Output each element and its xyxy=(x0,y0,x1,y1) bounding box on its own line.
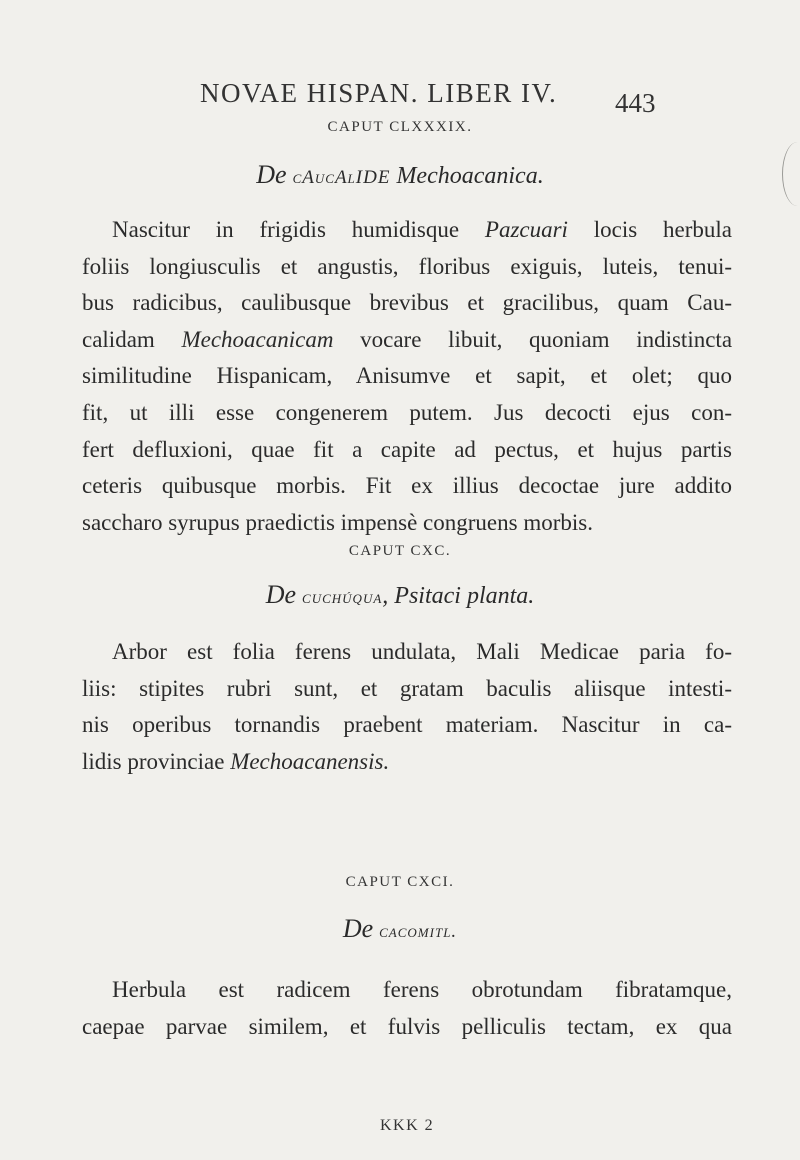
text-line: lidis provinciae Mechoacanensis. xyxy=(82,748,390,774)
text-line: fert defluxioni, quae fit a capite ad pectus, et hujus partis xyxy=(82,436,732,462)
running-head: NOVAE HISPAN. LIBER IV. xyxy=(200,78,558,108)
text-line: saccharo syrupus praedictis impensè congruens morbis. xyxy=(82,509,593,535)
text-line: ceteris quibusque morbis. Fit ex illius decoctae jure addito xyxy=(82,473,732,499)
title-rest: Mechoacanica. xyxy=(396,163,544,189)
text-line: foliis longiusculis et angustis, floribus exiguis, luteis, tenui- xyxy=(82,253,732,279)
text-line: fit, ut illi esse congenerem putem. Jus decocti ejus con- xyxy=(82,399,732,425)
text-line: Herbula est radicem ferens obrotundam fibratamque, xyxy=(112,977,732,1002)
chapter-title-190 xyxy=(0,580,800,610)
chapter-heading-190: CAPUT CXC. xyxy=(348,543,452,559)
text-line: calidam Mechoacanicam vocare libuit, quoniam indistincta xyxy=(82,326,733,352)
text-line: similitudine Hispanicam, Anisumve et sapit, et olet; quo xyxy=(82,363,732,389)
title-prefix: De xyxy=(256,160,287,189)
chapter-title-191 xyxy=(0,914,800,944)
title-prefix: De xyxy=(265,580,297,609)
title-plant-name: cuchúqua xyxy=(302,587,383,608)
title-plant-name: cAucAlIDE xyxy=(292,167,391,188)
text-line: Nascitur in frigidis humidisque Pazcuari locis herbula xyxy=(112,217,733,242)
chapter-text-189 xyxy=(82,212,732,541)
text-line: nis operibus tornandis praebent materiam. Nascitur in ca- xyxy=(82,712,732,738)
chapter-text-191 xyxy=(82,972,732,1045)
chapter-text-190 xyxy=(82,634,732,780)
title-plant-name: cacomitl. xyxy=(379,921,458,942)
text-line: Arbor est folia ferens undulata, Mali Medicae paria fo- xyxy=(112,639,732,664)
text-line: bus radicibus, caulibusque brevibus et gracilibus, quam Cau- xyxy=(82,290,732,316)
chapter-heading-189: CAPUT CLXXXIX. xyxy=(327,119,473,135)
text-line: liis: stipites rubri sunt, et gratam baculis aliisque intesti- xyxy=(82,675,732,701)
signature-mark: KKK 2 xyxy=(380,1117,435,1134)
title-prefix: De xyxy=(342,914,374,943)
page-number: 443 xyxy=(615,88,656,118)
chapter-heading-191: CAPUT CXCI. xyxy=(345,874,455,890)
chapter-title-189 xyxy=(0,160,800,190)
title-rest: , Psitaci planta. xyxy=(382,583,535,609)
text-line: caepae parvae similem, et fulvis pelliculis tectam, ex qua xyxy=(82,1013,732,1039)
